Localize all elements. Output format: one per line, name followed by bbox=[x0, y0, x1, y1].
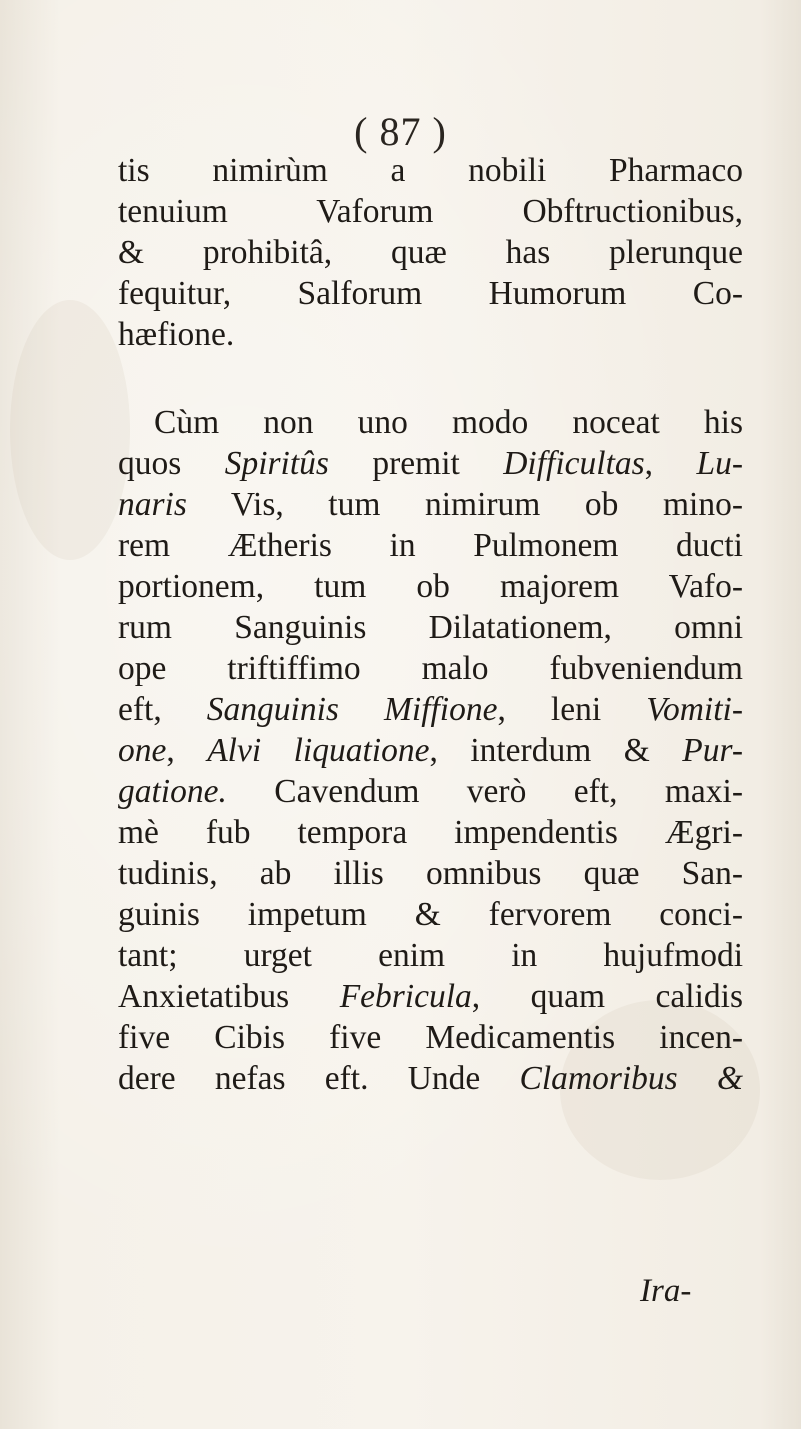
text-line: tant; urget enim in hujufmodi bbox=[118, 937, 743, 974]
page-number: ( 87 ) bbox=[354, 109, 447, 154]
text-line: five Cibis five Medicamentis incen- bbox=[118, 1019, 743, 1056]
text-line: tis nimirùm a nobili Pharmaco bbox=[118, 152, 743, 189]
body-text bbox=[118, 150, 743, 1099]
paper-stain bbox=[10, 300, 130, 560]
text-line: Anxietatibus Febricula, quam calidis bbox=[118, 978, 744, 1015]
text-line: ope triftiffimo malo fubveniendum bbox=[118, 650, 743, 687]
text-line: rum Sanguinis Dilatationem, omni bbox=[118, 609, 743, 646]
text-line: gatione. Cavendum verò eft, maxi- bbox=[118, 773, 743, 810]
text-line: guinis impetum & fervorem conci- bbox=[118, 896, 743, 933]
text-line: portionem, tum ob majorem Vafo- bbox=[118, 568, 743, 605]
text-line: mè fub tempora impendentis Ægri- bbox=[118, 814, 743, 851]
text-line: tudinis, ab illis omnibus quæ San- bbox=[118, 855, 743, 892]
text-line: eft, Sanguinis Miffione, leni Vomiti- bbox=[118, 691, 743, 728]
text-line: tenuium Vaforum Obftructionibus, bbox=[118, 193, 743, 230]
text-line: one, Alvi liquatione, interdum & Pur- bbox=[118, 732, 744, 769]
catchword: Ira- bbox=[640, 1273, 692, 1309]
text-line: Cùm non uno modo noceat his bbox=[154, 404, 743, 441]
text-line: rem Ætheris in Pulmonem ducti bbox=[118, 527, 743, 564]
text-line: & prohibitâ, quæ has plerunque bbox=[118, 234, 743, 271]
text-line: hæfione. bbox=[118, 316, 235, 353]
text-line: quos Spiritûs premit Difficultas, Lu- bbox=[118, 445, 743, 482]
text-line: naris Vis, tum nimirum ob mino- bbox=[118, 486, 743, 523]
text-line: fequitur, Salforum Humorum Co- bbox=[118, 275, 743, 312]
text-line: dere nefas eft. Unde Clamoribus & bbox=[118, 1060, 744, 1097]
